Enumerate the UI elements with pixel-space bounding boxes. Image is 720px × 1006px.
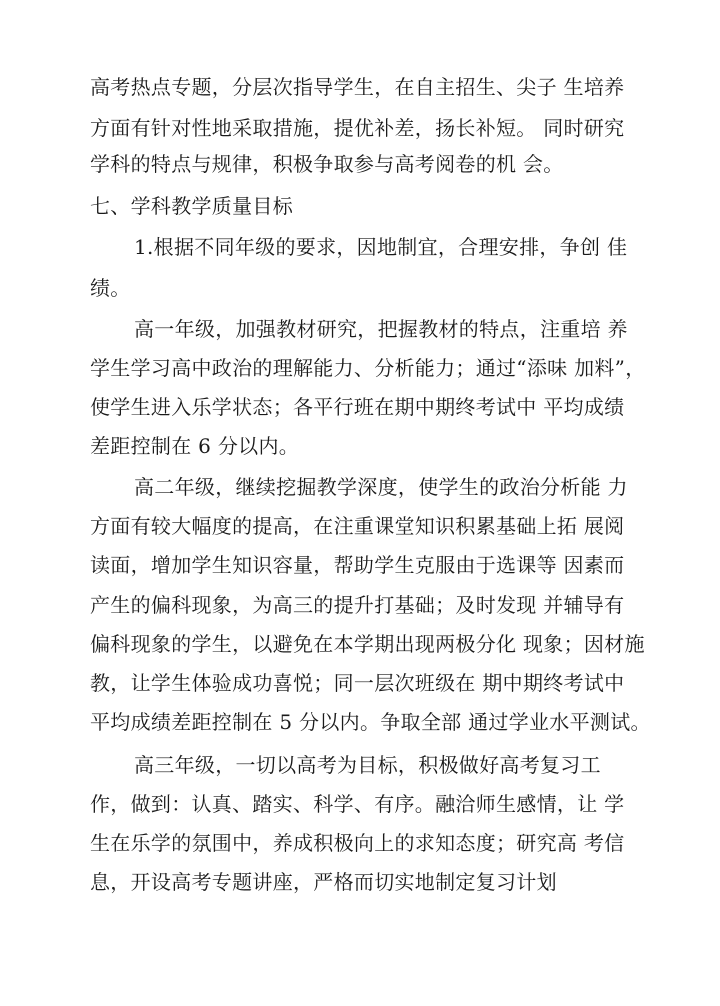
body-text-line: 教，让学生体验成功喜悦；同一层次班级在 期中期终考试中: [90, 671, 625, 695]
body-text-line: 学科的特点与规律，积极争取参与高考阅卷的机 会。: [90, 152, 564, 176]
body-text-line: 1.根据不同年级的要求，因地制宜，合理安排，争创 佳: [134, 235, 628, 259]
body-text-line: 方面有针对性地采取措施，提优补差，扬长补短。 同时研究: [90, 116, 625, 140]
body-text-line: 平均成绩差距控制在 5 分以内。争取全部 通过学业水平测试。: [90, 710, 651, 734]
body-text-line: 生在乐学的氛围中，养成积极向上的求知态度；研究高 考信: [90, 831, 625, 855]
body-text-line: 方面有较大幅度的提高，在注重课堂知识积累基础上拓 展阅: [90, 514, 625, 538]
body-text-line: 使学生进入乐学状态；各平行班在期中期终考试中 平均成绩: [90, 395, 625, 419]
body-text-line: 偏科现象的学生，以避免在本学期出现两极分化 现象；因材施: [90, 632, 645, 656]
body-text-line: 高三年级，一切以高考为目标，积极做好高考复习工: [134, 753, 601, 777]
body-text-line: 高一年级，加强教材研究，把握教材的特点，注重培 养: [134, 317, 628, 341]
body-text-line: 息，开设高考专题讲座，严格而切实地制定复习计划: [90, 870, 557, 894]
body-text-line: 作，做到：认真、踏实、科学、有序。融洽师生感情，让 学: [90, 792, 625, 816]
body-text-line: 产生的偏科现象，为高三的提升打基础；及时发现 并辅导有: [90, 593, 625, 617]
body-text-line: 高二年级，继续挖掘教学深度，使学生的政治分析能 力: [134, 475, 628, 499]
section-heading: 七、学科教学质量目标: [90, 194, 293, 218]
body-text-line: 差距控制在 6 分以内。: [90, 434, 300, 458]
body-text-line: 高考热点专题，分层次指导学生，在自主招生、尖子 生培养: [90, 75, 625, 99]
body-text-line: 读面，增加学生知识容量，帮助学生克服由于选课等 因素而: [90, 553, 625, 577]
body-text-line: 学生学习高中政治的理解能力、分析能力；通过“添味 加料”，: [90, 356, 646, 380]
body-text-line: 绩。: [90, 276, 131, 300]
